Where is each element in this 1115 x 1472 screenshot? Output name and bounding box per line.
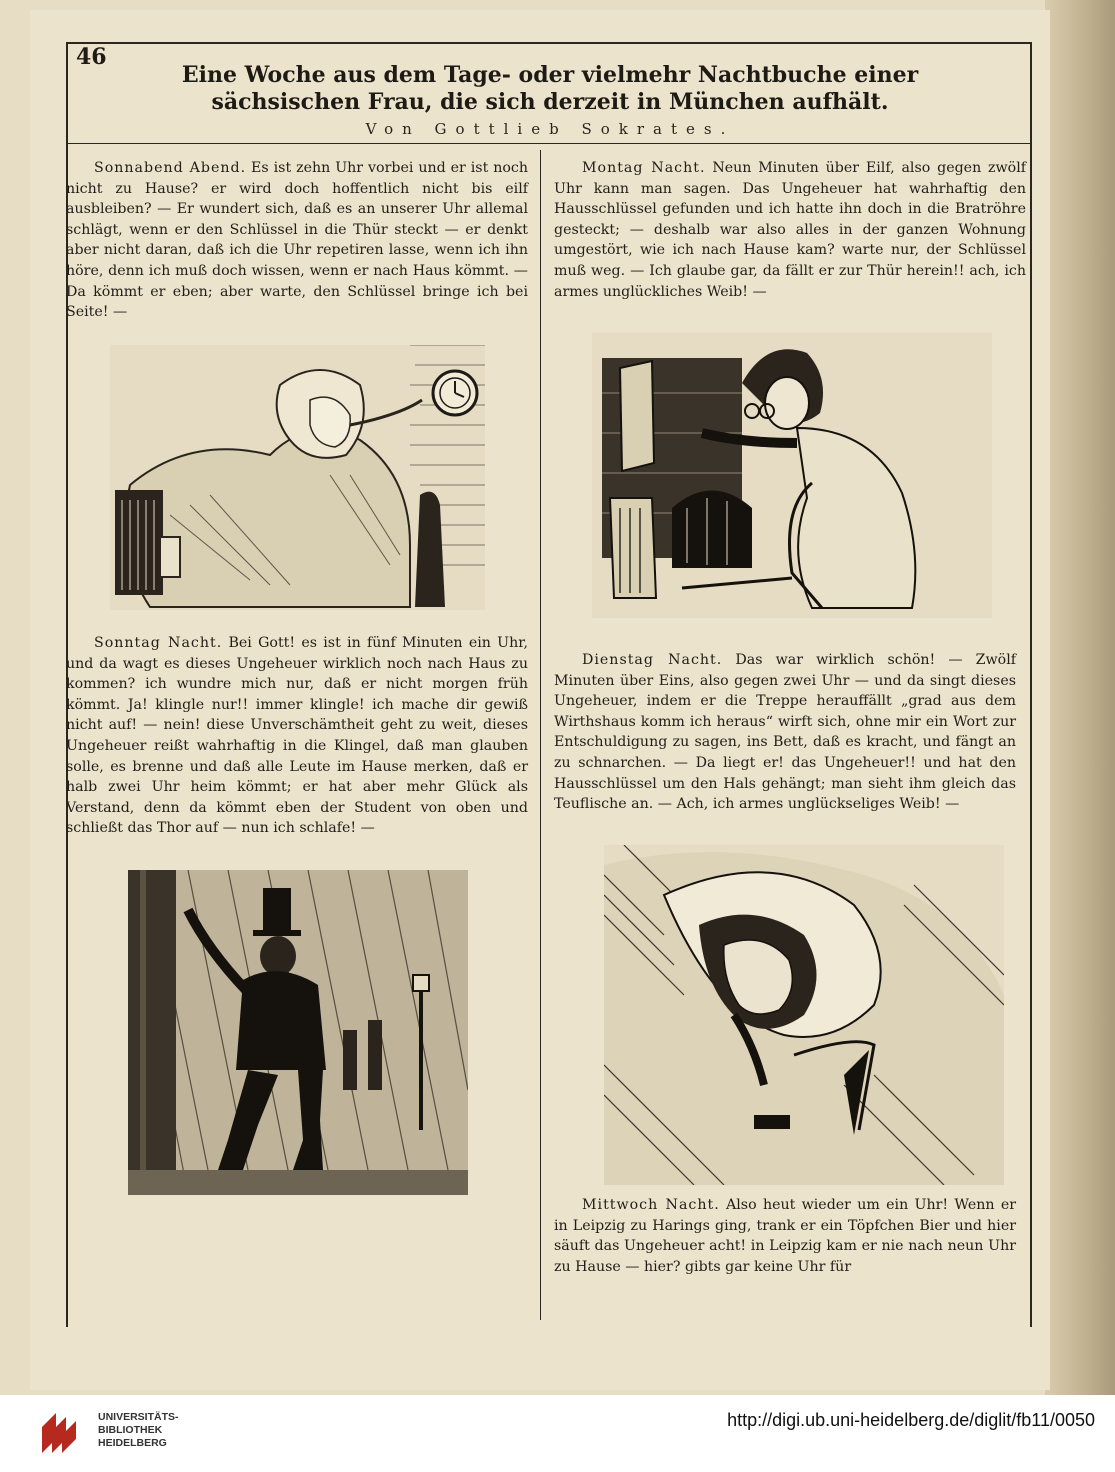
illustration-man-at-door	[128, 870, 468, 1195]
entry-monday	[554, 158, 1026, 302]
library-line: BIBLIOTHEK	[98, 1424, 163, 1436]
entry-heading: Sonntag Nacht.	[94, 635, 223, 651]
entry-text: Es ist zehn Uhr vorbei und er ist noch nicht zu Hause? er wird doch hoffentlich nicht bis eilf ausbleiben? — Er wundert sich, daß es an unserer Uhr allemal schlägt, wenn er den Schlüssel in die Thür steckt — er denkt aber nicht daran, daß ich die Uhr repetiren lasse, wenn ich ihn höre, denn ich muß doch wissen, wenn er nach Haus kömmt. — Da kömmt er eben; aber warte, den Schlüssel bringe ich bei Seite! —	[66, 160, 528, 321]
entry-heading: Montag Nacht.	[582, 160, 706, 176]
header-rule	[66, 143, 1032, 144]
library-name	[98, 1411, 179, 1450]
entry-heading: Dienstag Nacht.	[582, 652, 723, 668]
university-logo-icon	[38, 1405, 90, 1457]
entry-text: Das war wirklich schön! — Zwölf Minuten über Eins, also gegen zwei Uhr — und da singt dieses Ungeheuer, indem er die Treppe herauffällt „grad aus dem Wirthshaus komm ich heraus“ wirft sich, ohne mir ein Wort zur Entschuldigung zu sagen, ins Bett, daß es kracht, und fängt an zu schnarchen. — Da liegt er! das Ungeheuer!! und hat den Hausschlüssel um den Hals gehängt; man sieht ihm gleich das Teuflische an. — Ach, ich armes unglückseliges Weib! —	[554, 652, 1016, 813]
entry-heading: Sonnabend Abend.	[94, 160, 247, 176]
source-url-link[interactable]: http://digi.ub.uni-heidelberg.de/diglit/fb11/0050	[727, 1410, 1095, 1430]
entry-text: Also heut wieder um ein Uhr! Wenn er in Leipzig zu Harings ging, trank er ein Töpfchen Bier und hier säuft das Ungeheuer acht! in Leipzig kam er nie nach neun Uhr zu Hause — hier? gibts gar keine Uhr für	[554, 1197, 1016, 1275]
entry-sunday	[66, 633, 528, 839]
entry-text: Neun Minuten über Eilf, also gegen zwölf Uhr kann man sagen. Das Ungeheuer hat wahrhaftig den Hausschlüssel gefunden und ich hatte ihn doch in die Bratröhre gesteckt; — deshalb war also alles in der ganzen Wohnung umgestört, wie ich nach Hause kam? warte nur, der Schlüssel muß weg. — Ich glaube gar, da fällt er zur Thür herein!! ach, ich armes unglückliches Weib! —	[554, 160, 1027, 300]
frame-right	[1030, 42, 1032, 1327]
page-number: 46	[76, 44, 107, 70]
entry-wednesday	[554, 1195, 1016, 1277]
article-author: Von Gottlieb Sokrates.	[365, 120, 735, 138]
column-divider	[540, 150, 541, 1320]
library-line: UNIVERSITÄTS-	[98, 1411, 179, 1423]
library-line: HEIDELBERG	[98, 1437, 167, 1449]
entry-heading: Mittwoch Nacht.	[582, 1197, 720, 1213]
entry-text: Bei Gott! es ist in fünf Minuten ein Uhr, und da wagt es dieses Ungeheuer wirklich noch nach Haus zu kommen? ich wundre mich nur, daß er nicht morgen früh kömmt. Ja! klingle nur!! immer klingle! ich mache dir gewiß nicht auf! — nein! diese Unverschämtheit geht zu weit, dieses Ungeheuer reißt wahrhaftig in die Klingel, daß man glauben solle, es brenne und daß alle Leute im Hause merken, daß er halb zwei Uhr heim kömmt; er hat aber mehr Glück als Verstand, denn da kömmt eben der Student von oben und schließt das Thor auf — nun ich schlafe! —	[66, 635, 528, 837]
entry-saturday	[66, 158, 528, 323]
illustration-man-at-oven	[592, 333, 992, 618]
illustration-woman-clock	[110, 345, 485, 610]
entry-tuesday	[554, 650, 1016, 815]
illustration-man-sleeping	[604, 845, 1004, 1185]
article-title: Eine Woche aus dem Tage- oder vielmehr Nachtbuche einer sächsischen Frau, die sich derzeit in München aufhält.	[181, 62, 919, 115]
frame-top	[66, 42, 1032, 44]
book-spine	[1045, 0, 1115, 1395]
